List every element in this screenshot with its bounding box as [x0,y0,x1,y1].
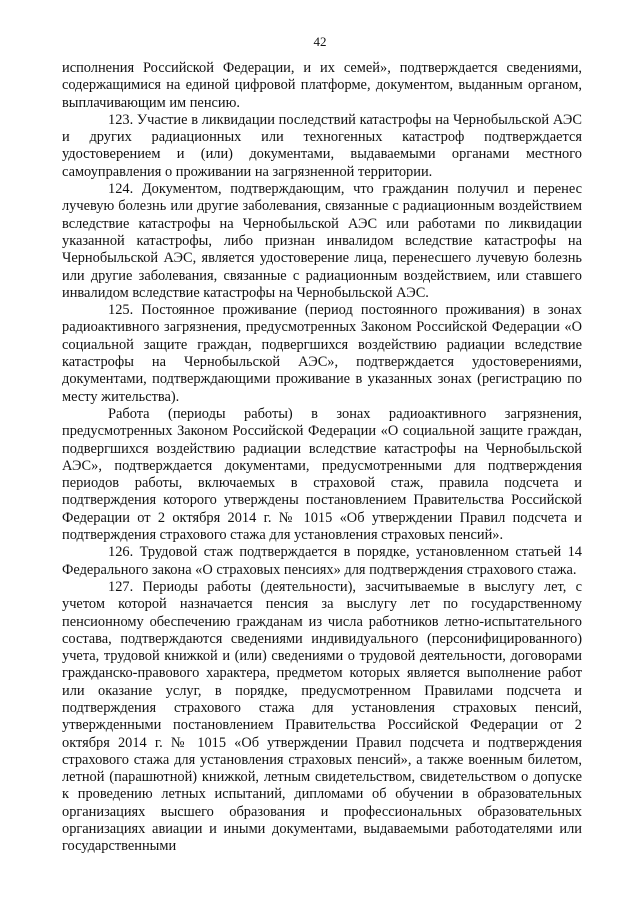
paragraph-continuation: исполнения Российской Федерации, и их семей», подтверждается сведениями, содержащимися на единой цифровой платформе, документом, выданным органом, выплачивающим им пенсию. [62,60,582,111]
paragraph-126: 126. Трудовой стаж подтверждается в порядке, установленном статьей 14 Федерального закона «О страховых пенсиях» для подтверждения страхового стажа. [62,544,582,578]
paragraph-125: 125. Постоянное проживание (период постоянного проживания) в зонах радиоактивного загрязнения, предусмотренных Законом Российской Федерации «О социальной защите граждан, подвергшихся воздействию радиации вследствие катастрофы на Чернобыльской АЭС», подтверждается удостоверениями, документами, подтверждающими проживание в указанных зонах (регистрацию по месту жительства). [62,302,582,405]
paragraph-123: 123. Участие в ликвидации последствий катастрофы на Чернобыльской АЭС и других радиационных или техногенных катастроф подтверждается удостоверением и (или) документами, выдаваемыми органами местного самоуправления о проживании на загрязненной территории. [62,111,582,180]
document-body [62,60,582,856]
paragraph-125-work: Работа (периоды работы) в зонах радиоактивного загрязнения, предусмотренных Законом Российской Федерации «О социальной защите граждан, подвергшихся воздействию радиации вследствие катастрофы на Чернобыльской АЭС», подтверждается документами, предусмотренными для подтверждения периодов работы, включаемых в страховой стаж, правила подсчета и подтверждения которого утверждены постановлением Правительства Российской Федерации от 2 октября 2014 г. № 1015 «Об утверждении Правил подсчета и подтверждения страхового стажа для установления страховых пенсий». [62,405,582,544]
paragraph-127: 127. Периоды работы (деятельности), засчитываемые в выслугу лет, с учетом которой назначается пенсия за выслугу лет по государственному пенсионному обеспечению гражданам из числа работников летно-испытательного состава, подтверждаются сведениями индивидуального (персонифицированного) учета, трудовой книжкой и (или) сведениями о трудовой деятельности, договорами гражданско-правового характера, предметом которых является выполнение работ или оказание услуг, в порядке, предусмотренном Правилами подсчета и подтверждения страхового стажа для установления страховых пенсий, утвержденными постановлением Правительства Российской Федерации от 2 октября 2014 г. № 1015 «Об утверждении Правил подсчета и подтверждения страхового стажа для установления страховых пенсий», а также военным билетом, летной (парашютной) книжкой, летным свидетельством, свидетельством о допуске к проведению летных испытаний, дипломами об обучении в образовательных организациях высшего образования и профессиональных образовательных организациях авиации и иными документами, выдаваемыми работодателями или государственными [62,578,582,855]
paragraph-124: 124. Документом, подтверждающим, что гражданин получил и перенес лучевую болезнь или другие заболевания, связанные с радиационным воздействием вследствие катастрофы на Чернобыльской АЭС или работами по ликвидации указанной катастрофы, либо признан инвалидом вследствие катастрофы на Чернобыльской АЭС, является удостоверение лица, перенесшего лучевую болезнь или другие заболевания, связанные с радиационным воздействием, или ставшего инвалидом вследствие катастрофы на Чернобыльской АЭС. [62,181,582,301]
page-number: 42 [313,34,327,49]
